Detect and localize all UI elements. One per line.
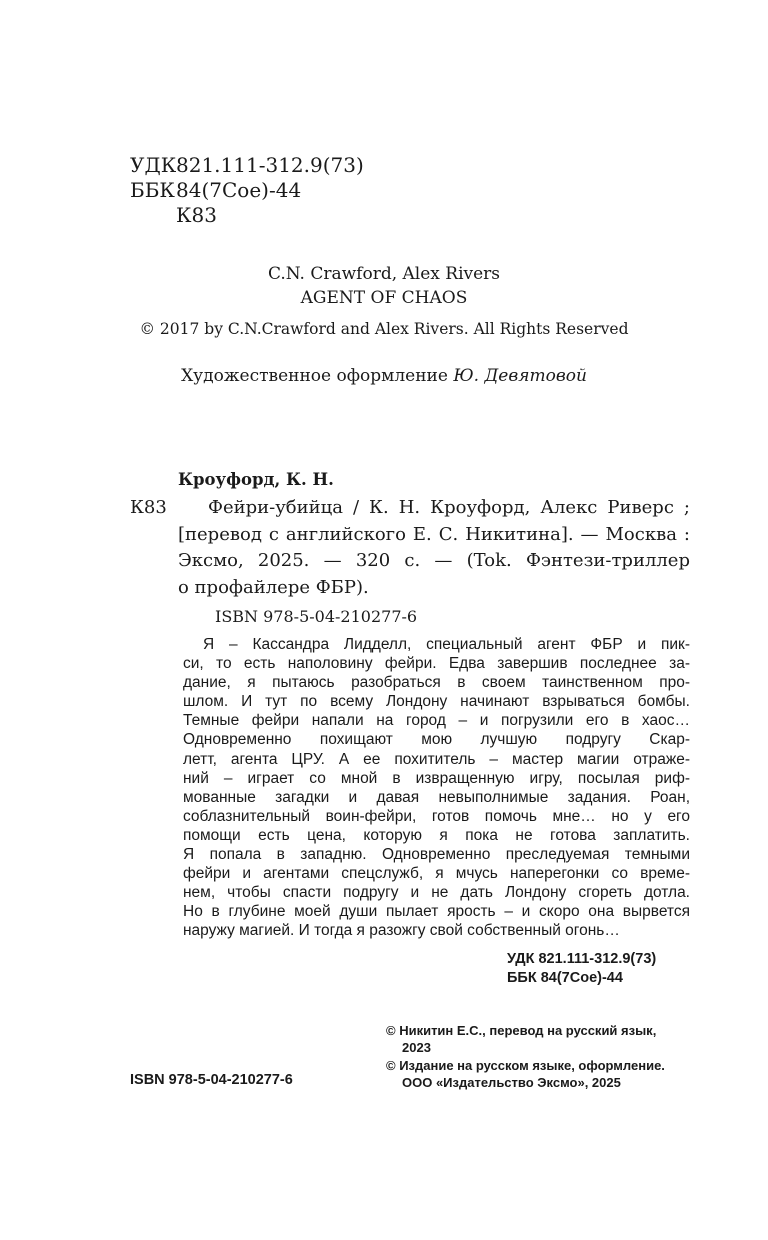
- copyright-edition-line2: ООО «Издательство Эксмо», 2025: [402, 1075, 621, 1090]
- annotation-line: мованные загадки и давая невыполнимые задания. Роан,: [183, 788, 690, 806]
- annotation-line: наружу магией. И тогда я разожгу свой собственный огонь…: [183, 922, 620, 940]
- annotation-line: ний – играет со мной в извращенную игру, посылая риф-: [183, 769, 690, 787]
- annotation-line: фейри и агентами спецслужб, я мчусь наперегонки со време-: [183, 865, 690, 883]
- annotation-line: соблазнительный воин-фейри, готов помочь мне… но у его: [183, 807, 690, 825]
- card-description-line: Эксмо, 2025. — 320 с. — (Tok. Фэнтези-триллер: [178, 550, 690, 571]
- annotation-line: помощи есть цена, которую я пока не готова заплатить.: [183, 826, 690, 844]
- author-sign-row: [130, 202, 217, 228]
- udk-row: [130, 152, 364, 178]
- copyright-translation-line2: 2023: [402, 1040, 431, 1055]
- original-copyright: © 2017 by C.N.Crawford and Alex Rivers. All Rights Reserved: [139, 320, 629, 338]
- annotation-line: шлом. И тут по всему Лондону начинают взрываться бомбы.: [183, 693, 690, 711]
- annotation-line: летт, агента ЦРУ. А ее похититель – мастер магии отраже-: [183, 750, 690, 768]
- annotation: [183, 635, 690, 941]
- annotation-line: Темные фейри напали на город – и погрузили его в хаос…: [183, 712, 690, 730]
- annotation-line: дание, я пытаюсь разобраться в своем таинственном про-: [183, 674, 690, 692]
- udk-bottom: УДК 821.111-312.9(73): [507, 951, 657, 967]
- card-isbn: ISBN 978-5-04-210277-6: [215, 607, 418, 626]
- design-credit: [0, 366, 768, 386]
- design-credit-name: Ю. Девятовой: [453, 366, 587, 386]
- annotation-line: Но в глубине моей души пылает ярость – и скоро она вырвется: [183, 903, 690, 921]
- udk-value: 821.111-312.9(73): [176, 153, 364, 177]
- bbk-bottom: ББК 84(7Сое)-44: [507, 970, 623, 986]
- annotation-line: нем, чтобы спасти подругу и не дать Лондону сгореть дотла.: [183, 884, 690, 902]
- card-author-heading: Кроуфорд, К. Н.: [178, 470, 334, 489]
- card-description-line: [перевод с английского Е. С. Никитина]. — Москва :: [178, 523, 690, 545]
- copyright-edition-line1: © Издание на русском языке, оформление.: [386, 1058, 665, 1073]
- annotation-line: Одновременно похищают мою лучшую подругу Скар-: [183, 731, 690, 749]
- annotation-line: Я – Кассандра Лидделл, специальный агент ФБР и пик-: [203, 636, 690, 653]
- original-authors: C.N. Crawford, Alex Rivers: [267, 264, 501, 284]
- copyright-translation: [386, 1022, 696, 1056]
- bbk-label: ББК: [130, 178, 175, 202]
- copyright-edition: [386, 1057, 696, 1091]
- author-sign-top: К83: [176, 203, 217, 227]
- annotation-line: си, то есть наполовину фейри. Едва завершив последнее за-: [183, 655, 690, 673]
- udk-label: УДК: [130, 153, 177, 177]
- annotation-line: Я попала в западню. Одновременно преследуемая темными: [183, 846, 690, 864]
- card-author-sign: К83: [130, 497, 167, 518]
- copyright-translation-line1: © Никитин Е.С., перевод на русский язык,: [386, 1023, 657, 1038]
- card-description-line: о профайлере ФБР).: [178, 576, 369, 598]
- card-description: [178, 495, 690, 601]
- original-title: AGENT OF CHAOS: [300, 288, 468, 308]
- isbn-bottom: ISBN 978-5-04-210277-6: [130, 1072, 293, 1088]
- bbk-value: 84(7Сое)-44: [176, 178, 302, 202]
- design-credit-text: Художественное оформление: [181, 366, 448, 386]
- bbk-row: [130, 177, 301, 203]
- card-description-line: Фейри-убийца / К. Н. Кроуфорд, Алекс Риверс ;: [208, 497, 690, 518]
